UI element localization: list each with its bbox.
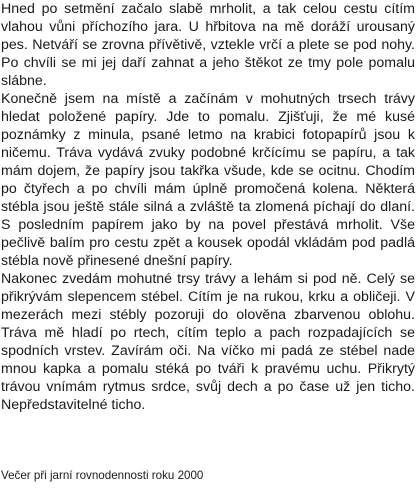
paragraph-2: Konečně jsem na místě a začínám v mohutných trsech trávy hledat položené papíry. Jde to pomalu. Zjišťuji, že mé kusé poznámky z minula, psané letmo na krabici fotopapírů jsou k ničemu. Tráva vydává zvuky podobné krčícímu se papíru, a tak mám dojem, že papíry jsou takřka všude, kde se ocitnu. Chodím po čtyřech a po chvíli mám úplně promočená kolena. Některá stébla jsou ještě stále silná a zvláště ta zlomená píchají do dlaní. S posledním papírem jako by na povel přestává mrholit. Vše pečlivě balím pro cestu zpět a kousek opodál vkládám pod padlá stébla nově přinesené dnešní papíry. — [1, 91, 415, 269]
footer-note: Večer při jarní rovnodennosti roku 2000 — [1, 469, 204, 482]
document-page — [1, 0, 415, 500]
paragraph-3: Nakonec zvedám mohutné trsy trávy a lehám si pod ně. Celý se přikrývám slepencem stébel. Cítím je na rukou, krku a obličeji. V mezerách mezi stébly pozoruji do olověna zbarvenou oblohu. Tráva mě hladí po rtech, cítím teplo a pach rozpadajících se spodních vrstev. Zavírám oči. Na víčko mi padá ze stébel nade mnou kapka a pomalu stéká po tváři k pravému uchu. Přikrytý trávou vnímám rytmus srdce, svůj dech a po čase už jen ticho. Nepředstavitelné ticho. — [1, 271, 415, 413]
document-body — [1, 0, 415, 414]
paragraph-1: Hned po setmění začalo slabě mrholit, a tak celou cestu cítím vlahou vůni příchozího jara. U hřbitova na mě doráží urousaný pes. Netváří se zrovna přívětivě, vztekle vrčí a plete se pod nohy. Po chvíli se mi jej daří zahnat a jeho štěkot ze tmy pole pomalu slábne. — [1, 1, 415, 89]
